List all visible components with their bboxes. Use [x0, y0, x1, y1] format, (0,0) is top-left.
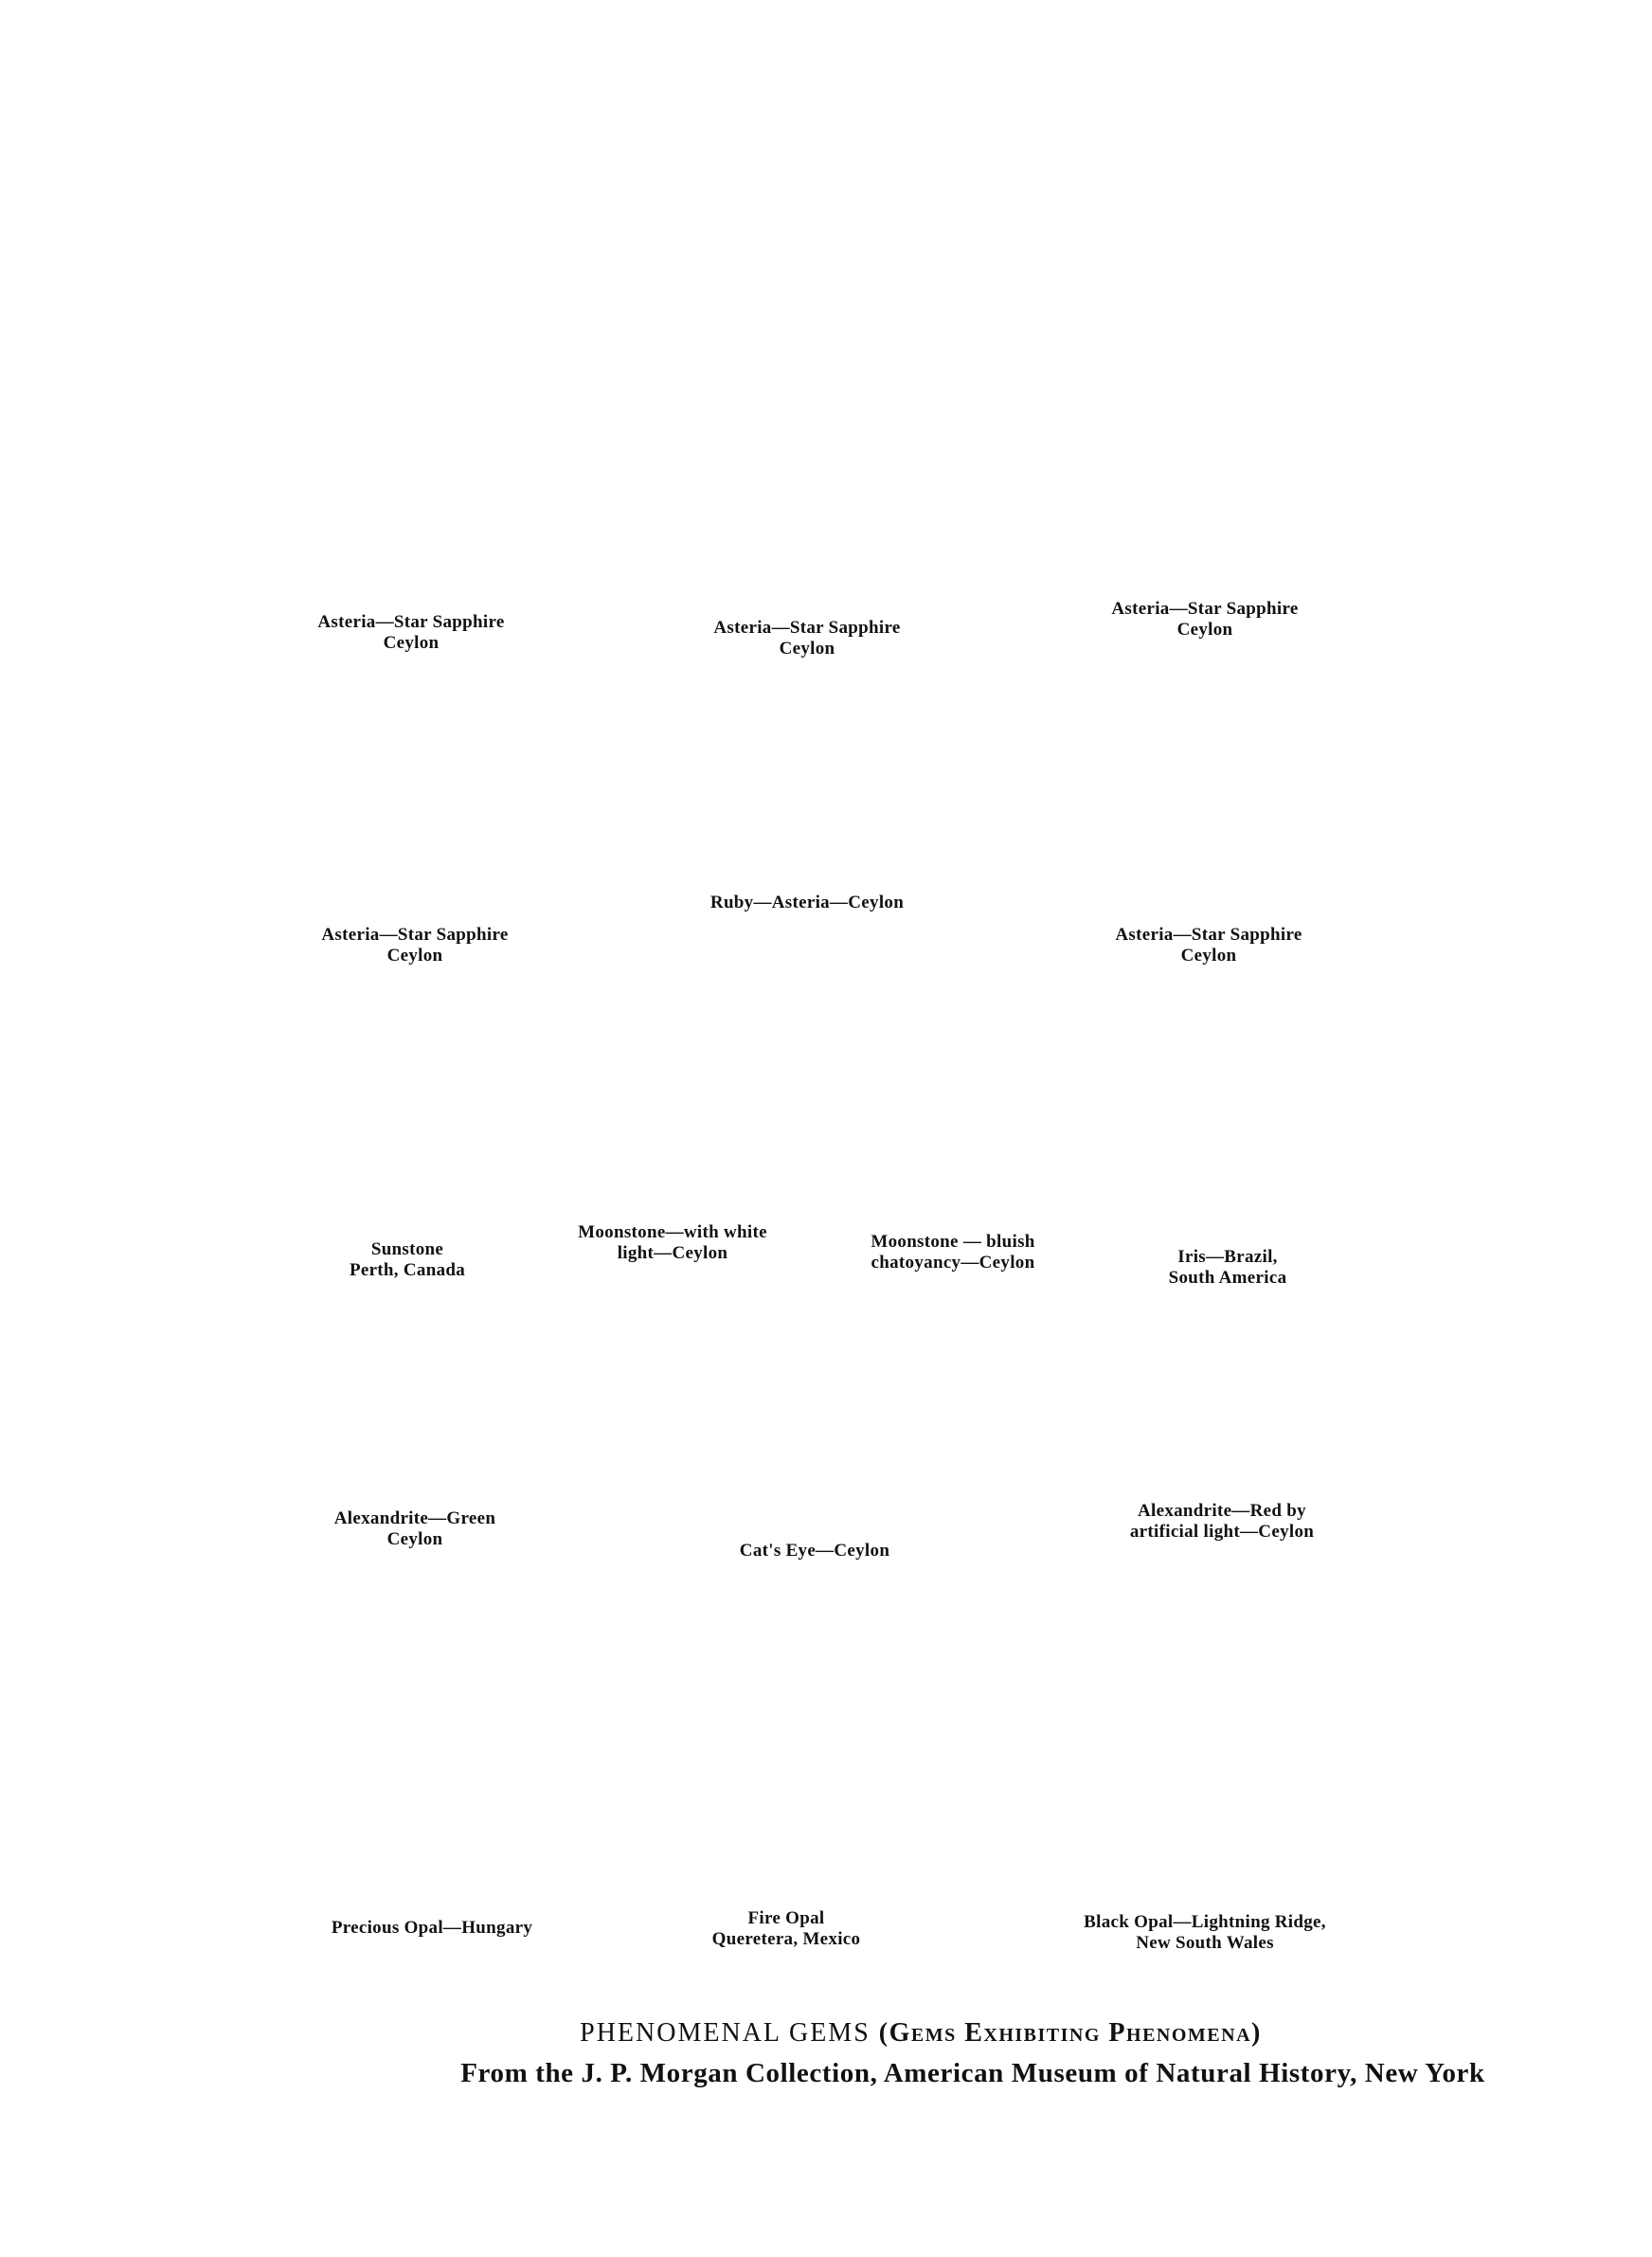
- gem-origin: New South Wales: [1136, 1933, 1274, 1953]
- plate-source-credit: From the J. P. Morgan Collection, American Museum of Natural History, New York: [460, 2058, 1485, 2088]
- gem-name: Iris—Brazil,: [1177, 1247, 1278, 1267]
- gem-label-asteria-star-sapphire-1: [317, 612, 504, 654]
- gem-origin: light—Ceylon: [617, 1243, 728, 1263]
- gem-name: Alexandrite—Red by: [1138, 1501, 1306, 1521]
- gem-origin: Ceylon: [386, 946, 443, 966]
- gem-origin: artificial light—Ceylon: [1129, 1522, 1315, 1542]
- gem-origin: Ceylon: [383, 633, 440, 653]
- plate-title: [0, 2018, 1652, 2049]
- gem-label-asteria-star-sapphire-2: [713, 618, 900, 659]
- gem-name: Alexandrite—Green: [333, 1508, 496, 1528]
- gem-origin: Ceylon: [386, 1529, 443, 1549]
- gem-name: Precious Opal—Hungary: [331, 1918, 533, 1938]
- gem-label-ruby-asteria: [710, 893, 904, 913]
- plate-title-main: PHENOMENAL GEMS: [580, 2018, 871, 2048]
- gem-name: Sunstone: [370, 1239, 444, 1259]
- plate-title-sub: (Gems Exhibiting Phenomena): [878, 2018, 1262, 2048]
- gem-origin: Queretera, Mexico: [711, 1929, 861, 1949]
- gem-origin: South America: [1168, 1268, 1287, 1288]
- gem-origin: Perth, Canada: [349, 1260, 466, 1280]
- gem-name: Fire Opal: [747, 1908, 825, 1928]
- gem-name: Asteria—Star Sapphire: [713, 618, 901, 638]
- gem-label-precious-opal: [332, 1918, 532, 1939]
- gem-label-alexandrite-red: [1130, 1501, 1314, 1543]
- gem-label-asteria-star-sapphire-3: [1111, 599, 1298, 641]
- gem-name: Asteria—Star Sapphire: [321, 925, 509, 945]
- gem-label-sunstone: [350, 1239, 465, 1281]
- gem-label-iris: [1169, 1247, 1287, 1289]
- gem-name: Asteria—Star Sapphire: [1115, 925, 1302, 945]
- gem-name: Cat's Eye—Ceylon: [739, 1541, 890, 1561]
- gem-origin: Ceylon: [1180, 946, 1237, 966]
- gem-label-fire-opal: [712, 1908, 861, 1950]
- gem-label-alexandrite-green: [334, 1508, 495, 1550]
- gem-name: Moonstone—with white: [578, 1222, 767, 1242]
- gem-origin: chatoyancy—Ceylon: [871, 1253, 1035, 1273]
- gem-name: Asteria—Star Sapphire: [317, 612, 505, 632]
- gem-label-black-opal: [1084, 1912, 1326, 1954]
- gem-name: Moonstone — bluish: [871, 1232, 1035, 1252]
- gem-origin: Ceylon: [1176, 620, 1233, 640]
- gem-label-asteria-star-sapphire-5: [1115, 925, 1302, 966]
- gem-name: Asteria—Star Sapphire: [1111, 599, 1299, 619]
- gem-label-asteria-star-sapphire-4: [321, 925, 508, 966]
- gem-name: Black Opal—Lightning Ridge,: [1084, 1912, 1326, 1932]
- gem-label-moonstone-bluish: [871, 1232, 1034, 1273]
- gem-name: Ruby—Asteria—Ceylon: [709, 893, 905, 912]
- gem-label-cats-eye: [740, 1541, 889, 1562]
- gem-origin: Ceylon: [779, 639, 835, 659]
- gem-label-moonstone-white: [578, 1222, 767, 1264]
